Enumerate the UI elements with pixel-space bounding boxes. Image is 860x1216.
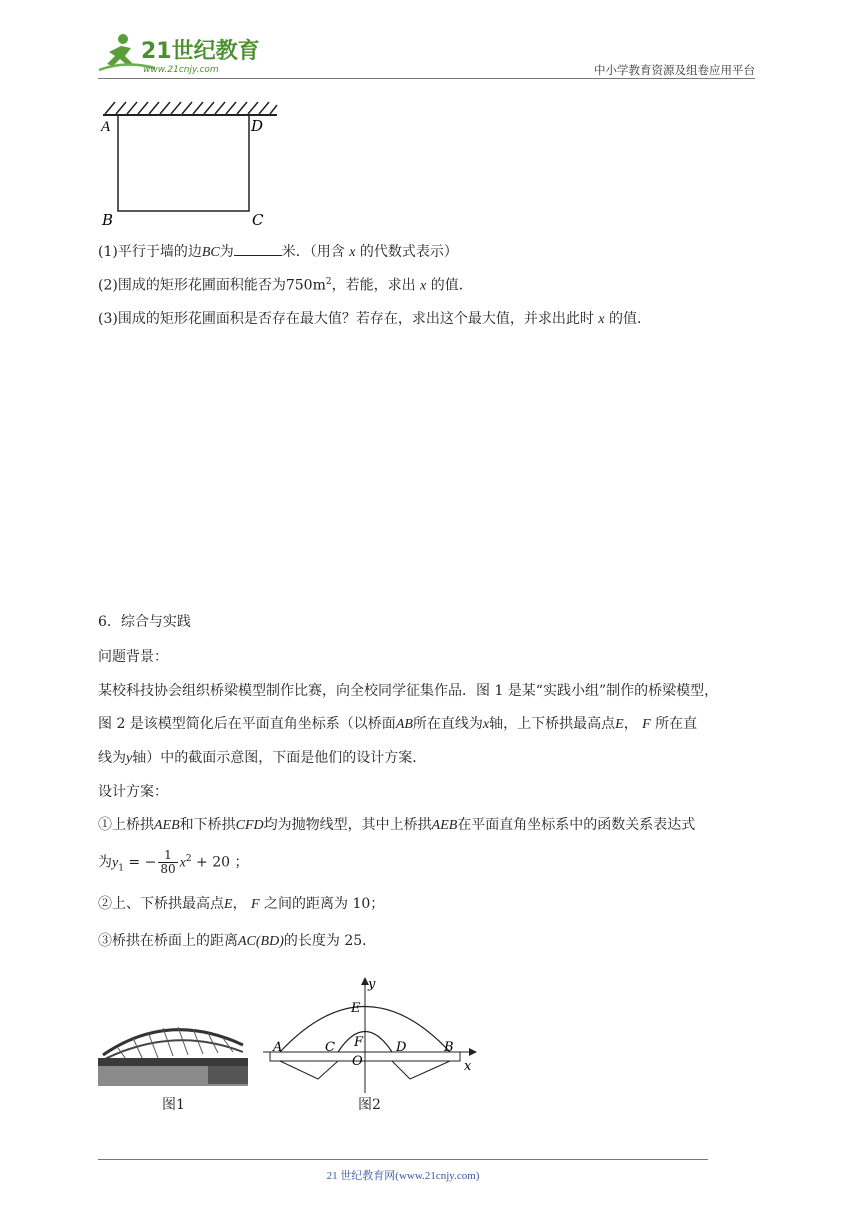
header-divider xyxy=(98,78,755,79)
fraction: $\frac{1}{80}$ xyxy=(160,848,176,877)
q5-part1: (1)平行于墙的边BC为 米．（用含 x 的代数式表示） xyxy=(98,244,458,260)
point-f-label: F xyxy=(354,1035,364,1050)
q6-background-line1: 某校科技协会组织桥梁模型制作比赛，向全校同学征集作品．图 1 是某“实践小组”制作的桥梁模型， xyxy=(98,683,719,699)
footer-text[interactable]: 21 世纪教育网(www.21cnjy.com) xyxy=(326,1170,480,1182)
vertex-d-label: D xyxy=(251,117,264,135)
q6-title: 6．综合与实践 xyxy=(98,614,191,630)
q6-plan-item3: ③桥拱在桥面上的距离AC(BD)的长度为 25． xyxy=(98,933,377,949)
axis-y-label: y xyxy=(368,977,376,992)
figure2-caption: 图2 xyxy=(358,1097,381,1113)
vertex-b-label: B xyxy=(102,211,114,229)
vertex-a-label: A xyxy=(101,119,111,135)
footer-divider xyxy=(98,1159,708,1160)
origin-label: O xyxy=(352,1054,363,1069)
q6-background-line2: 图 2 是该模型简化后在平面直角坐标系（以桥面AB所在直线为x轴，上下桥拱最高点E， F 所在直 xyxy=(98,716,698,732)
bridge-coordinate-diagram xyxy=(258,975,483,1095)
bridge-model-photo xyxy=(98,1000,248,1090)
q6-plan-item1: ①上桥拱AEB和下桥拱CFD均为抛物线型，其中上桥拱AEB在平面直角坐标系中的函数关系表达式 xyxy=(98,817,696,833)
logo-text: 21世纪教育 xyxy=(141,39,260,64)
garden-rectangle-figure xyxy=(95,94,285,229)
vertex-c-label: C xyxy=(252,211,264,229)
point-b-label: B xyxy=(444,1040,454,1055)
point-d-label: D xyxy=(396,1040,407,1055)
q6-background-line3: 线为y轴）中的截面示意图，下面是他们的设计方案． xyxy=(98,750,427,766)
point-a-label: A xyxy=(273,1040,283,1055)
figure1-caption: 图1 xyxy=(162,1097,185,1113)
answer-blank[interactable] xyxy=(234,243,282,256)
point-e-label: E xyxy=(351,1001,361,1016)
q5-part2: (2)围成的矩形花圃面积能否为$750m^2$，若能，求出 x 的值． xyxy=(98,277,473,294)
q6-function-expression: 为$y_1$ = − $\frac{1}{80}$ $x^2 + 20$ ； xyxy=(98,848,249,877)
point-c-label: C xyxy=(325,1040,335,1055)
q6-plan-label: 设计方案： xyxy=(98,784,168,800)
q5-part3: (3)围成的矩形花圃面积是否存在最大值？若存在，求出这个最大值，并求出此时 x 的值． xyxy=(98,311,651,327)
q6-plan-item2: ②上、下桥拱最高点E， F 之间的距离为 10； xyxy=(98,896,385,912)
logo-url: www.21cnjy.com xyxy=(143,65,219,75)
axis-x-label: x xyxy=(464,1059,472,1074)
q6-background-label: 问题背景： xyxy=(98,649,168,665)
platform-title: 中小学教育资源及组卷应用平台 xyxy=(594,63,755,77)
